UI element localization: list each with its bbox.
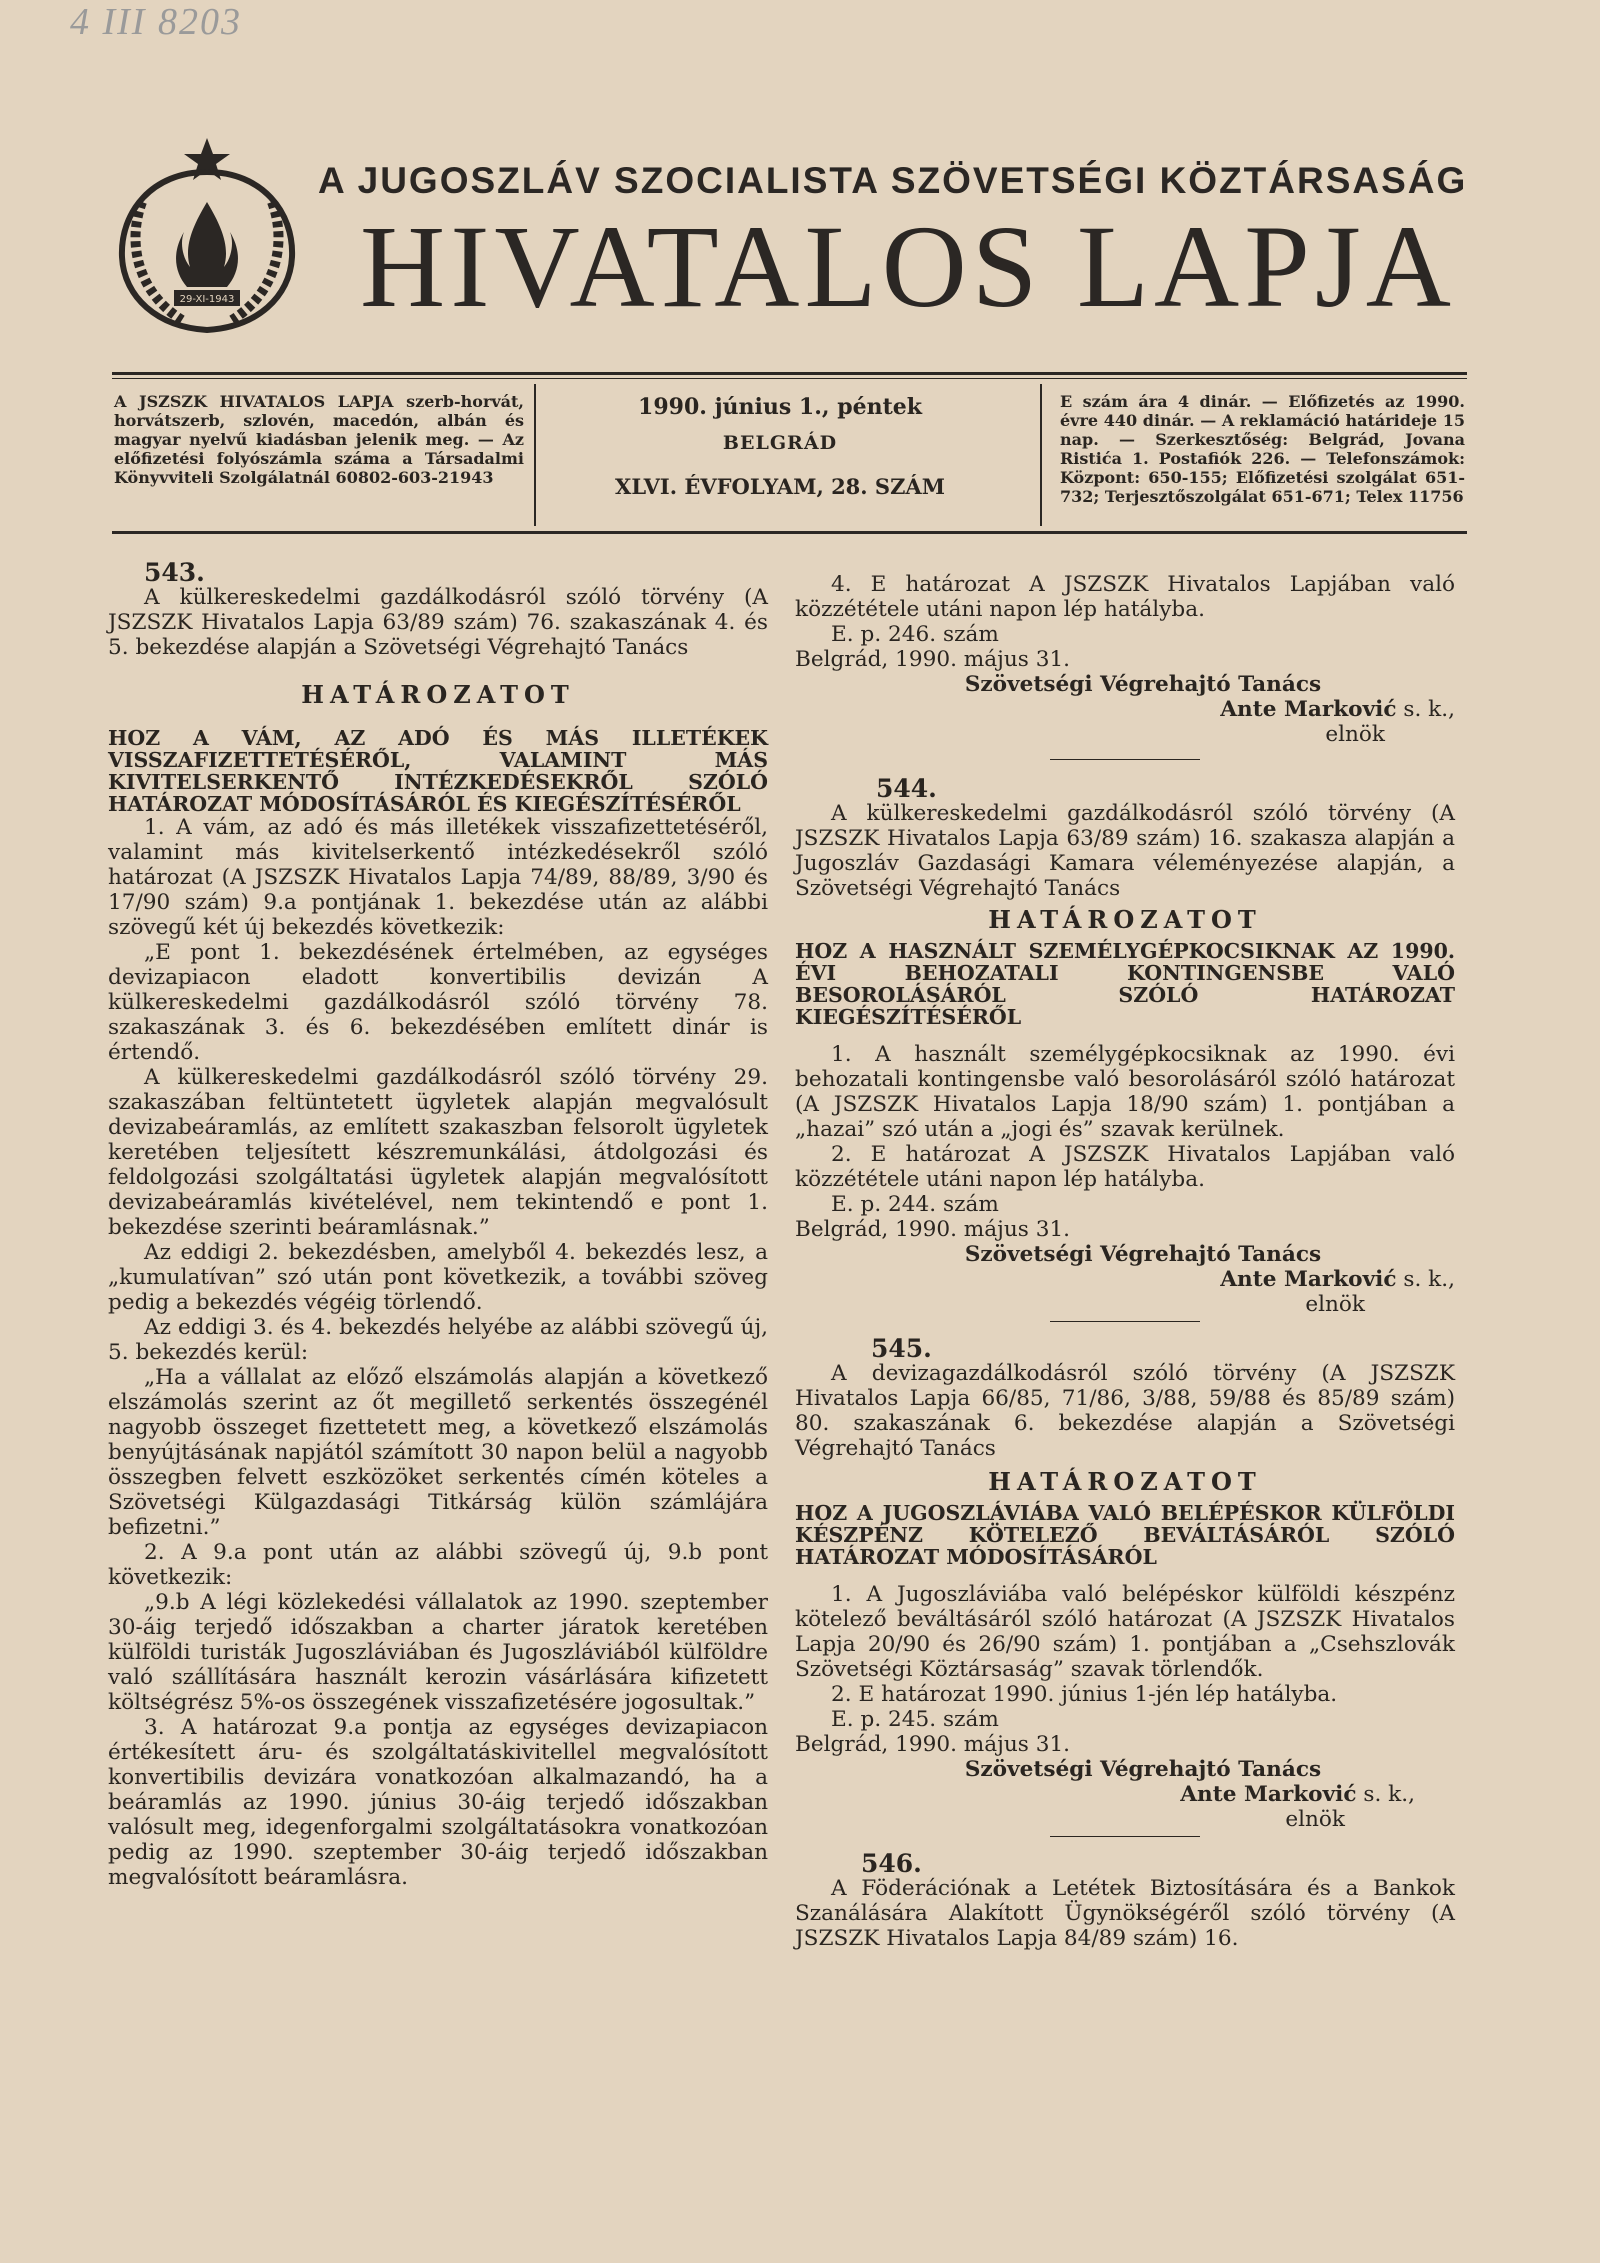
item-number-545: 545.	[871, 1334, 932, 1363]
signer-545: Ante Marković	[1180, 1782, 1357, 1807]
signature-544	[795, 1267, 1455, 1292]
paragraph-545-2: 2. E határozat 1990. június 1-jén lép hatályba.	[831, 1682, 1338, 1707]
paragraph-543-5: Az eddigi 3. és 4. bekezdés helyébe az alábbi szövegű új, 5. bekezdés kerül:	[108, 1315, 768, 1365]
role-545: elnök	[1285, 1807, 1345, 1832]
place-date-545: Belgrád, 1990. május 31.	[795, 1732, 1071, 1757]
place-date-543: Belgrád, 1990. május 31.	[795, 647, 1071, 672]
preamble-544: A külkereskedelmi gazdálkodásról szóló törvény (A JSZSZK Hivatalos Lapja 63/89 szám) 16. szakasza alapján a Jugoszláv Gazdasági Kamara véleményezése alapján, a Szövetségi Végrehajtó Tanács	[795, 801, 1455, 901]
signature-543	[795, 697, 1455, 722]
paragraph-543-1: 1. A vám, az adó és más illetékek visszafizettetéséről, valamint más kivitelserkentő intézkedésekről szóló határozat (A JSZSZK Hivatalos Lapja 74/89, 88/89, 3/90 és 17/90 szám) 9.a pontjának 1. bekezdése után az alábbi szövegű két új bekezdés következik:	[108, 815, 768, 940]
paragraph-543-4: Az eddigi 2. bekezdésben, amelyből 4. bekezdés lesz, a „kumulatívan” szó után pont következik, a további szöveg pedig a bekezdés végéig törlendő.	[108, 1240, 768, 1315]
preamble-545: A devizagazdálkodásról szóló törvény (A JSZSZK Hivatalos Lapja 66/85, 71/86, 3/88, 59/88 és 85/89 szám) 80. szakaszának 6. bekezdése alapján a Szövetségi Végrehajtó Tanács	[795, 1361, 1455, 1461]
item-number-544: 544.	[876, 774, 937, 803]
signer-suffix-543: s. k.,	[1403, 697, 1455, 722]
issue-info	[545, 394, 1015, 511]
paragraph-544-2: 2. E határozat A JSZSZK Hivatalos Lapjában való közzététele utáni napon lép hatályba.	[795, 1142, 1455, 1192]
subscription-info: A JSZSZK HIVATALOS LAPJA szerb-horvát, horvátszerb, szlovén, macedón, albán és magyar nyelvű kiadásban jelenik meg. — Az előfizetési folyószámla száma a Társadalmi Könyvviteli Szolgálatnál 60802-603-21943	[114, 392, 524, 487]
place-date-544: Belgrád, 1990. május 31.	[795, 1217, 1071, 1242]
council-545: Szövetségi Végrehajtó Tanács	[964, 1757, 1322, 1782]
emblem-date: 29-XI-1943	[179, 294, 235, 305]
signer-suffix-545: s. k.,	[1363, 1782, 1415, 1807]
left-column	[108, 560, 768, 1890]
state-emblem-icon	[112, 132, 302, 337]
reference-545: E. p. 245. szám	[831, 1707, 999, 1732]
issue-volume: XLVI. ÉVFOLYAM, 28. SZÁM	[615, 474, 945, 499]
preamble-546: A Föderációnak a Letétek Biztosítására és a Bankok Szanálására Alakított Ügynökségéről szóló törvény (A JSZSZK Hivatalos Lapja 84/89 szám) 16.	[795, 1876, 1455, 1951]
price-contact-info: E szám ára 4 dinár. — Előfizetés az 1990. évre 440 dinár. — A reklamáció határideje 15 nap. — Szerkesztőség: Belgrád, Jovana Ristića 1. Postafiók 226. — Telefonszámok: Központ: 650-155; Előfizetési szolgálat 651-732; Terjesztőszolgálat 651-671; Telex 11756	[1060, 392, 1465, 506]
role-543: elnök	[1325, 722, 1385, 747]
header-rule-top-thin	[112, 378, 1467, 379]
republic-title: A JUGOSZLÁV SZOCIALISTA SZÖVETSÉGI KÖZTÁRSASÁG	[318, 160, 1468, 201]
issue-date: 1990. június 1., péntek	[638, 394, 922, 420]
separator-544	[1050, 759, 1200, 760]
handwritten-note: 4 III 8203	[70, 1, 242, 43]
separator-546	[1050, 1836, 1200, 1837]
paragraph-543-8: „9.b A légi közlekedési vállalatok az 1990. szeptember 30-áig terjedő időszakban a charter járatok keretében külföldi turisták Jugoszláviában és Jugoszláviából külföldre való szállítására használt kerozin vásárlására kifizetett költségrész 5%-os összegének visszafizetésére jogosultak.”	[108, 1590, 768, 1715]
paragraph-543-effect: 4. E határozat A JSZSZK Hivatalos Lapjában való közzététele utáni napon lép hatályba.	[795, 572, 1455, 622]
masthead-title: HIVATALOS LAPJA	[360, 201, 1456, 332]
decision-heading-543: HATÁROZATOT	[301, 680, 575, 709]
decision-heading-544: HATÁROZATOT	[988, 905, 1262, 934]
item-number-543: 543.	[144, 558, 205, 587]
reference-543: E. p. 246. szám	[831, 622, 999, 647]
right-column	[795, 572, 1455, 1951]
preamble-543: A külkereskedelmi gazdálkodásról szóló törvény (A JSZSZK Hivatalos Lapja 63/89 szám) 76. szakaszának 4. és 5. bekezdése alapján a Szövetségi Végrehajtó Tanács	[108, 585, 768, 660]
decision-caption-544: HOZ A HASZNÁLT SZEMÉLYGÉPKOCSIKNAK AZ 1990. ÉVI BEHOZATALI KONTINGENSBE VALÓ BESOROLÁSÁRÓL SZÓLÓ HATÁROZAT KIEGÉSZÍTÉSÉRŐL	[795, 939, 1455, 1029]
decision-caption-545: HOZ A JUGOSZLÁVIÁBA VALÓ BELÉPÉSKOR KÜLFÖLDI KÉSZPÉNZ KÖTELEZŐ BEVÁLTÁSÁRÓL SZÓLÓ HATÁROZAT MÓDOSÍTÁSÁRÓL	[795, 1501, 1455, 1569]
decision-caption-543: HOZ A VÁM, AZ ADÓ ÉS MÁS ILLETÉKEK VISSZAFIZETTETÉSÉRŐL, VALAMINT MÁS KIVITELSERKENTŐ INTÉZKEDÉSEKRŐL SZÓLÓ HATÁROZAT MÓDOSÍTÁSÁRÓL ÉS KIEGÉSZÍTÉSÉRŐL	[108, 726, 768, 816]
reference-544: E. p. 244. szám	[831, 1192, 999, 1217]
signer-543: Ante Marković	[1220, 697, 1397, 722]
header-divider-left	[534, 384, 536, 526]
paragraph-543-6: „Ha a vállalat az előző elszámolás alapján a következő elszámolás szerint az őt megillető serkentés összegénél nagyobb összeget fizettetett meg, a következő elszámolás benyújtásának napjától számított 30 napon belül a nagyobb összegben felvett eszközöket serkentés címén köteles a Szövetségi Külgazdasági Titkárság külön számlájára befizetni.”	[108, 1365, 768, 1540]
item-number-546: 546.	[861, 1849, 922, 1878]
header-rule-bottom	[112, 531, 1467, 534]
paragraph-543-3: A külkereskedelmi gazdálkodásról szóló törvény 29. szakaszában feltüntetett ügyletek alapján megvalósult devizabeáramlás, az említett szakaszban felsorolt ügyletek keretében teljesített készremunkálási, átdolgozási és feldolgozási szolgáltatási ügyletek alapján megvalósított devizabeáramlás kivételével, nem tekintendő e pont 1. bekezdése szerinti beáramlásnak.”	[108, 1065, 768, 1240]
header-rule-top	[112, 372, 1467, 375]
header-divider-right	[1040, 384, 1042, 526]
signer-suffix-544: s. k.,	[1403, 1267, 1455, 1292]
role-544: elnök	[1305, 1292, 1365, 1317]
council-543: Szövetségi Végrehajtó Tanács	[964, 672, 1322, 697]
issue-city: BELGRÁD	[722, 432, 838, 454]
paragraph-544-1: 1. A használt személygépkocsiknak az 1990. évi behozatali kontingensbe való besorolásáról szóló határozat (A JSZSZK Hivatalos Lapja 18/90 szám) 1. pontjában a „hazai” szó után a „jogi és” szavak kerülnek.	[795, 1042, 1455, 1142]
signature-545	[795, 1782, 1455, 1807]
paragraph-543-9: 3. A határozat 9.a pontja az egységes devizapiacon értékesített áru- és szolgáltatáskivitellel megvalósított konvertibilis devizára vonatkozóan alkalmazandó, ha a beáramlás az 1990. június 30-áig terjedő időszakban valósult meg, idegenforgalmi szolgáltatásokra vonatkozóan pedig az 1990. szeptember 30-áig terjedő időszakban megvalósított beáramlásra.	[108, 1715, 768, 1890]
separator-545	[1050, 1321, 1200, 1322]
paragraph-543-7: 2. A 9.a pont után az alábbi szövegű új, 9.b pont következik:	[108, 1540, 768, 1590]
paragraph-545-1: 1. A Jugoszláviába való belépéskor külföldi készpénz kötelező beváltásáról szóló határozat (A JSZSZK Hivatalos Lapja 20/90 és 26/90 szám) 1. pontjában a „Csehszlovák Szövetségi Köztársaság” szavak törlendők.	[795, 1582, 1455, 1682]
decision-heading-545: HATÁROZATOT	[988, 1467, 1262, 1496]
signer-544: Ante Marković	[1220, 1267, 1397, 1292]
paragraph-543-2: „E pont 1. bekezdésének értelmében, az egységes devizapiacon eladott konvertibilis devizán A külkereskedelmi gazdálkodásról szóló törvény 78. szakaszának 3. és 6. bekezdésében említett dinár is értendő.	[108, 940, 768, 1065]
council-544: Szövetségi Végrehajtó Tanács	[964, 1242, 1322, 1267]
